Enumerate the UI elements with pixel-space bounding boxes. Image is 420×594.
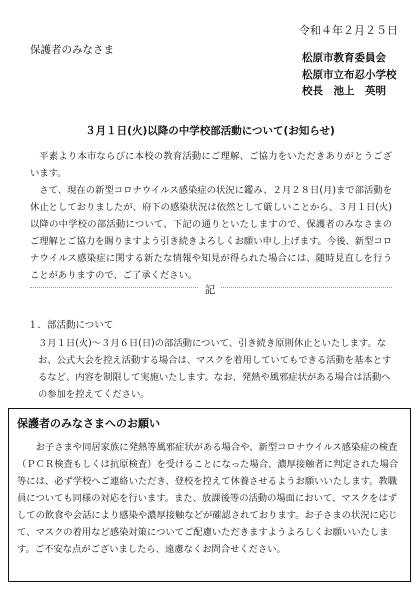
sender-principal: 校長 池上 英明 bbox=[302, 85, 386, 97]
notice-text: お子さまや同居家族に発熱等風邪症状がある場合や、新型コロナウイルス感染症の検査（ＰＣＲ検査もしくは抗原検査）を受けることになった場合、濃厚接触者に判定された場合等には、必ず学校へご連絡いただき、登校を控えて休養させるようお願いいたします。教職員についても同様の対応を行います。また、放課後等の活動の場面において、マスクをはずしての飲食や会話により感染や濃厚接触などが確認されております。お子さまの状況に応じて、マスクの着用など感染対策についてご配慮いただきますようよろしくお願いいたします。ご不安な点がございましたら、遠慮なくお問合せください。 bbox=[17, 442, 399, 555]
sender-school: 松原市立布忍小学校 bbox=[302, 68, 397, 81]
body-paragraph-main: さて、現在の新型コロナウイルス感染症の状況に鑑み、２月２８日(月)まで部活動を休止としておりましたが、府下の感染状況は依然として厳しいことから、３月１日(火)以降の中学校の部活動について、下記の通りといたしますので、保護者のみなさまのご理解とご協力を賜りますよう引き続きよろしくお願い申し上げます。今後、新型コロナウイルス感染症に関する新たな情報や知見が得られた場合には、随時見直しを行うことがありますので、ご了承ください。 bbox=[30, 185, 392, 281]
body-paragraph-greeting: 平素より本市ならびに本校の教育活動にご理解、ご協力をいただきありがとうございます。 bbox=[30, 151, 392, 179]
sender-block bbox=[302, 50, 397, 100]
document-title: ３月１日(火)以降の中学校部活動について(お知らせ) bbox=[85, 125, 335, 137]
body-text bbox=[30, 148, 392, 284]
ki-heading: 記 bbox=[0, 282, 420, 297]
section-text: ３月１日(火)～３月６日(日)の部活動について、引き続き原則休止といたします。なお、公式大会を控え活動する場合は、マスクを着用していてもできる活動を基本とするなど、内容を制限して実施いたします。なお、発熱や風邪症状がある場合は活動への参加を控えてください。 bbox=[38, 338, 392, 400]
issue-date: 令和４年２月２５日 bbox=[299, 24, 398, 37]
sender-board: 松原市教育委員会 bbox=[302, 52, 386, 64]
recipient: 保護者のみなさま bbox=[30, 44, 114, 56]
notice-box bbox=[8, 408, 411, 582]
section-heading: １．部活動について bbox=[28, 320, 114, 331]
notice-title: 保護者のみなさまへのお願い bbox=[17, 417, 160, 430]
